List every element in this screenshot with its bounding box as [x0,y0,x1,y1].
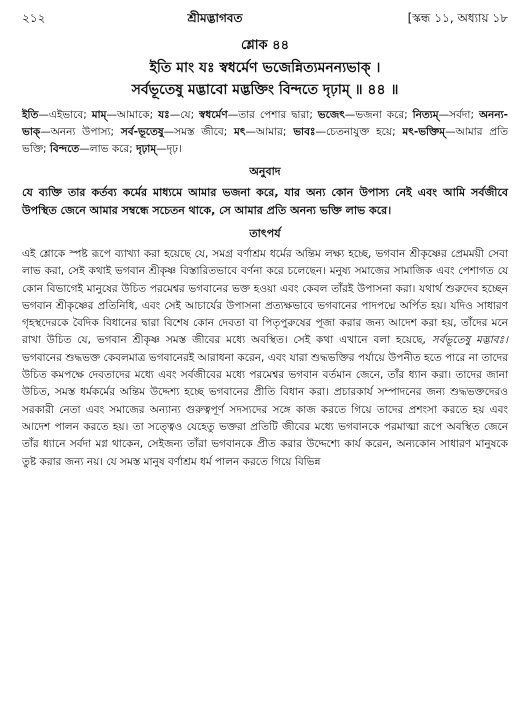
synonym-meaning: এইভাবে [48,109,84,121]
verse-number: শ্লোক ৪৪ [240,38,290,53]
synonym-meaning: যে [180,109,191,121]
synonym-word: মৎ [234,126,246,138]
synonym-word: যঃ [158,109,170,121]
synonym-meaning: সমস্ত জীবে [174,126,224,138]
synonym-word: ভজেৎ [317,109,345,121]
synonym-word: বিন্দতে [49,143,80,155]
synonym-meaning: ভজনা করে [355,109,405,121]
synonym-meaning: তার পেশার দ্বারা [238,109,310,121]
translation-heading: অনুবাদ [249,165,281,178]
synonym-word: স্বধর্মেণ [199,109,228,121]
translation-text: যে ব্যক্তি তার কর্তব্য কর্মের মাধ্যমে আমার ভজনা করে, যার অন্য কোন উপাস্য নেই এবং আমি সর্বজীবে উপস্থিত জেনে আমার সম্বন্ধে সচেতন থাকে, সে আমার প্রতি অনন্য ভক্তি লাভ করে। [22,186,508,217]
purport-text-part-2: ভগবানের শুদ্ধভক্ত কেবলমাত্র ভগবানেরই আরাধনা করেন, এবং যারা শুদ্ধভক্তির পর্যায়ে উপনীত হতে পারে না তাদের উচিত কমপক্ষে দেবতাদের মধ্যে এবং সর্বজীবের মধ্যে পরমেশ্বর ভগবান বর্তমান জেনে, তাঁর ধ্যান করা। তাদের জানা উচিত, সমস্ত ধর্মকর্মের অন্তিম উদ্দেশ্য হচ্ছে ভগবানের প্রীতি বিধান করা। প্রচারকার্য সম্পাদনের জন্য শুদ্ধভক্তদেরও সরকারী নেতা এবং সমাজের অন্যান্য গুরুত্বপূর্ণ সদস্যদের সঙ্গে কাজ করতে গিয়ে তাদের প্রশংসা করতে হয় এবং আদেশ পালন করতে হয়। তা সত্ত্বেও যেহেতু ভক্তরা প্রতিটি জীবের মধ্যে ভগবানকে পরমাত্মা রূপে অবস্থিত জেনে তাঁর ধ্যানে সর্বদা মগ্ন থাকেন, সেইজন্য তাঁরা ভগবানকে প্রীত করার উদ্দেশ্যে কার্য করেন, অন্যকোন সাধারণ মানুষকে তুষ্ট করার জন্য নয়। যে সমস্ত মানুষ বর্ণাশ্রম ধর্ম পালন করতে গিয়ে বিভিন্ন [22,351,508,468]
verse-line-2: সর্বভূতেষু মদ্ভাবো মদ্ভক্তিং বিন্দতে দৃঢ়াম্ ॥ ৪৪ ॥ [131,82,399,98]
synonym-word: সর্ব-ভূতেষু [120,126,164,138]
synonym-meaning: আমার [256,126,283,138]
synonym-word: মৎ-ভক্তিম্ [402,126,446,138]
synonym-meaning: দৃঢ় [166,143,178,155]
synonym-meaning: আমাকে [116,109,150,121]
purport-text [22,246,508,471]
synonym-meaning: চেতনাযুক্ত হয়ে [326,126,393,138]
running-header [22,10,508,32]
synonym-word: অনন্য-ভাক্ [22,109,508,138]
synonym-meaning: অনন্য উপাস্য [50,126,111,138]
synonym-word: নিত্যম্ [412,109,439,121]
section-reference: [স্কন্ধ ১১, অধ্যায় ১৮ [407,11,508,25]
purport-text-part-1: এই শ্লোকে স্পষ্ট রূপে ব্যাখ্যা করা হয়েছে যে, সমগ্র বর্ণাশ্রম ধর্মের অন্তিম লক্ষ্য হচ্ছে, ভগবান শ্রীকৃষ্ণের প্রেমময়ী সেবা লাভ করা, সেই কথাই ভগবান শ্রীকৃষ্ণ বিস্তারিতভাবে বর্ণনা করে চলেছেন। মনুষ্য সমাজের সামাজিক এবং পেশাগত যে কোন বিভাগেই মানুষের উচিত পরমেশ্বর ভগবানের ভক্ত হওয়া এবং কেবল তাঁরই উপাসনা করা। যথার্থ শুরুদেব হচ্ছেন ভগবান শ্রীকৃষ্ণের প্রতিনিধি, এবং সেই আচার্যের উপাসনা প্রত্যক্ষভাবে ভগবানের পাদপদ্মে অর্পিত হয়। যদিও সাধারণ গৃহস্থদেরকে বৈদিক বিধানের দ্বারা বিশেষ কোন দেবতা বা পিতৃপুরুষের পূজা করার জন্য আদেশ করা হয়, তাঁদের মনে রাখা উচিত যে, ভগবান শ্রীকৃষ্ণ সমস্ত জীবের মধ্যে অবস্থিত। সেই কথা এখানে বলা হয়েছে, [22,248,508,347]
word-synonyms: ইতি—এইভাবে; মাম্—আমাকে; যঃ—যে; স্বধর্মেণ—তার পেশার দ্বারা; ভজেৎ—ভজনা করে; নিত্যম্—সর্বদা; অনন্য-ভাক্—অনন্য উপাস্য; সর্ব-ভূতেষু—সমস্ত জীবে; মৎ—আমার; ভাবঃ—চেতনাযুক্ত হয়ে; মৎ-ভক্তিম্—আমার প্রতি ভক্তি; বিন্দতে—লাভ করে; দৃঢ়াম্—দৃঢ়। [22,109,508,155]
synonym-word: ভাবঃ [293,126,316,138]
synonym-word: মাম্ [91,109,107,121]
book-title: শ্রীমদ্ভাগবত [187,11,243,25]
synonym-word: দৃঢ়াম্ [136,143,157,155]
synonym-meaning: সর্বদা [449,109,471,121]
verse-line-1: ইতি মাং যঃ স্বধর্মেণ ভজেন্নিত্যমনন্যভাক্ । [149,60,381,76]
purport-heading: তাৎপর্য [249,227,281,240]
page-number: ২১২ [22,11,46,25]
synonym-meaning: লাভ করে [89,143,130,155]
page [22,10,508,471]
synonym-word: ইতি [22,109,39,121]
purport-quote: সর্বভূতেষু মদ্ভাবঃ। [431,334,508,347]
synonym-meaning: আমার প্রতি ভক্তি [22,126,508,155]
